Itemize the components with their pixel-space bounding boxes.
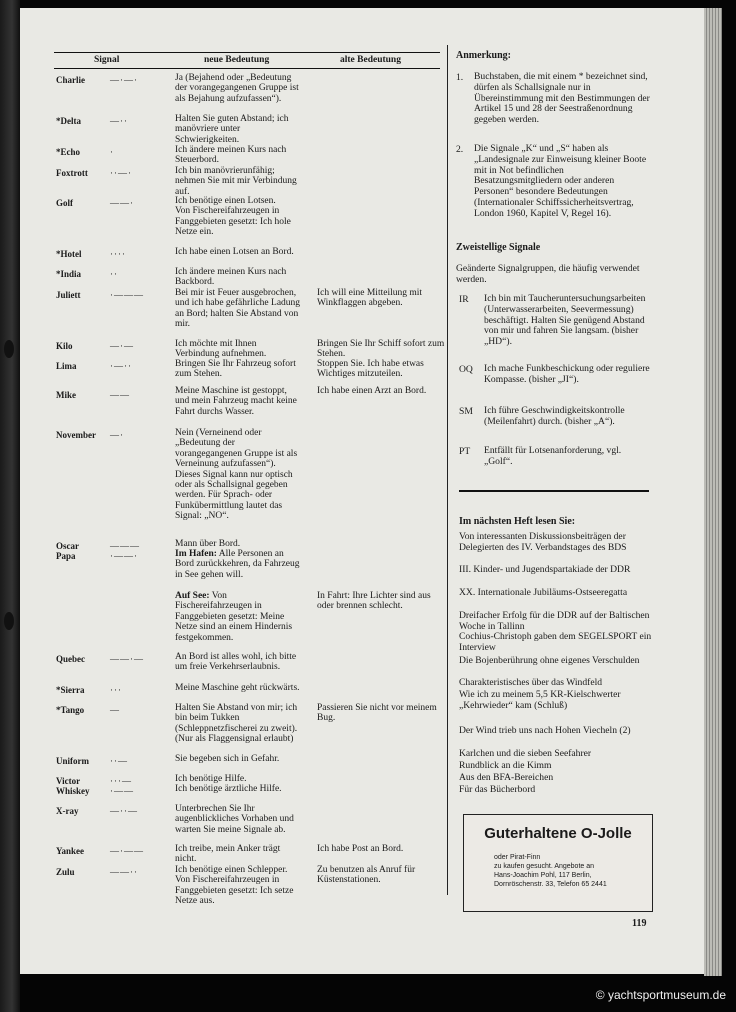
signal-name: Whiskey	[56, 786, 90, 796]
col-header-new: neue Bedeutung	[204, 55, 270, 65]
new-meaning: Sie begeben sich in Gefahr.	[175, 754, 280, 764]
page-number: 119	[632, 918, 647, 929]
section-divider	[459, 490, 649, 492]
new-meaning: Ich benötige einen Lotsen. Von Fischereifahrzeugen in Fanggebieten gesetzt: Ich hole Netze ein.	[175, 196, 291, 238]
new-meaning: Halten Sie guten Abstand; ich manövriere unter Schwierigkeiten.	[175, 114, 289, 145]
old-meaning: Zu benutzen als Anruf für Küstenstationen.	[317, 865, 416, 886]
signal-name: Victor	[56, 776, 81, 786]
list-item: Die Bojenberührung ohne eigenes Verschulden	[459, 655, 640, 666]
signal-code: SM	[459, 406, 473, 417]
signal-name: Mike	[56, 390, 76, 400]
morse-code: ··	[110, 269, 118, 279]
morse-code: ——·	[110, 198, 134, 208]
new-meaning: Halten Sie Abstand von mir; ich bin beim Tukken (Schleppnetzfischerei zu zweit). (Nur als Flaggensignal erlaubt)	[175, 703, 298, 745]
old-meaning: Ich will eine Mitteilung mit Winkflaggen abgeben.	[317, 288, 423, 309]
new-meaning: Ich benötige einen Schlepper. Von Fischereifahrzeugen in Fanggebieten gesetzt: Ich setze Netze aus.	[175, 865, 294, 907]
morse-code: ·———	[110, 290, 144, 300]
note-number: 1.	[456, 72, 464, 83]
morse-code: ····	[110, 249, 126, 259]
signal-code-text: Ich mache Funkbeschickung oder reguliere Kompasse. (bisher „JI“).	[484, 363, 650, 385]
page-edges	[704, 8, 722, 976]
new-meaning: Ich ändere meinen Kurs nach Steuerbord.	[175, 145, 287, 166]
morse-code: ···—	[110, 776, 132, 786]
morse-code: ——··	[110, 867, 138, 877]
signal-name: Uniform	[56, 756, 89, 766]
morse-code: —··—	[110, 806, 138, 816]
signal-code: IR	[459, 294, 469, 305]
list-item: Charakteristisches über das Windfeld	[459, 677, 603, 688]
new-meaning: Im Hafen: Alle Personen an Bord zurückkehren, da Fahrzeug in See gehen will.	[175, 549, 300, 580]
morse-code: —··	[110, 116, 128, 126]
signal-code-text: Ich bin mit Taucheruntersuchungsarbeiten (Unterwasserarbeiten, Seevermessung) beschäftigt. Halten Sie genügend Abstand von mir und fahren Sie langsam. (bisher „HD“).	[484, 293, 646, 348]
new-meaning: Mann über Bord.	[175, 539, 241, 549]
new-meaning: Ja (Bejahend oder „Bedeutung der vorangegangenen Gruppe ist als Bejahung aufzufassen“).	[175, 73, 299, 104]
new-meaning: Bringen Sie Ihr Fahrzeug sofort zum Stehen.	[175, 359, 296, 380]
morse-code: —·——	[110, 846, 144, 856]
morse-code: —·—·	[110, 75, 138, 85]
new-meaning: Meine Maschine ist gestoppt, und mein Fahrzeug macht keine Fahrt durchs Wasser.	[175, 386, 297, 417]
note-number: 2.	[456, 144, 464, 155]
signal-name: Juliett	[56, 290, 81, 300]
morse-code: ·——·	[110, 551, 138, 561]
signal-name: Lima	[56, 361, 77, 371]
new-meaning: Ich treibe, mein Anker trägt nicht.	[175, 844, 281, 865]
old-meaning: In Fahrt: Ihre Lichter sind aus oder brennen schlecht.	[317, 591, 431, 612]
signal-name: *Sierra	[56, 685, 85, 695]
morse-code: ———	[110, 541, 140, 551]
header-rule-bottom	[54, 68, 440, 69]
old-meaning: Ich habe einen Arzt an Bord.	[317, 386, 427, 396]
old-meaning: Ich habe Post an Bord.	[317, 844, 404, 854]
signal-name: Golf	[56, 198, 73, 208]
new-meaning-continued: Auf See: Von Fischereifahrzeugen in Fanggebieten gesetzt: Meine Netze sind an einem Hindernis festgekommen.	[175, 591, 293, 643]
list-item: Cochius-Christoph gaben dem SEGELSPORT ein Interview	[459, 631, 652, 653]
list-item: Dreifacher Erfolg für die DDR auf der Baltischen Woche in Tallinn	[459, 610, 650, 632]
signal-name: Oscar	[56, 541, 79, 551]
list-item: Für das Bücherbord	[459, 784, 536, 795]
signal-code: PT	[459, 446, 471, 457]
classified-ad	[463, 814, 653, 912]
signal-name: *Echo	[56, 147, 81, 157]
list-item: Karlchen und die sieben Seefahrer	[459, 748, 592, 759]
signal-code-text: Ich führe Geschwindigkeitskontrolle (Meilenfahrt) durch. (bisher „A“).	[484, 405, 625, 427]
morse-code: ——	[110, 390, 130, 400]
morse-code: ·——	[110, 786, 134, 796]
two-letter-intro: Geänderte Signalgruppen, die häufig verwendet werden.	[456, 263, 640, 285]
new-meaning: Unterbrechen Sie Ihr augenblickliches Vorhaben und warten Sie meine Signale ab.	[175, 804, 294, 835]
new-meaning: Bei mir ist Feuer ausgebrochen, und ich habe gefährliche Ladung an Bord; halten Sie Abstand von mir.	[175, 288, 301, 330]
list-item: Wie ich zu meinem 5,5 KR-Kielschwerter „Kehrwieder“ kam (Schluß)	[459, 689, 621, 711]
morse-code: ··—	[110, 756, 128, 766]
new-meaning: Ich bin manövrierunfähig; nehmen Sie mit mir Verbindung auf.	[175, 166, 297, 197]
signal-name: Papa	[56, 551, 76, 561]
list-item: Rundblick an die Kimm	[459, 760, 552, 771]
new-meaning: Ich habe einen Lotsen an Bord.	[175, 247, 294, 257]
new-meaning: Nein (Verneinend oder „Bedeutung der vorangegangenen Gruppe ist als Verneinung aufzufassen“). Dieses Signal kann nur optisch oder als Schallsignal gegeben werden. Für Sprach- oder Funkübermittlung lautet das Signal: „NO“.	[175, 428, 298, 522]
punch-hole	[4, 612, 14, 630]
list-item: Aus den BFA-Bereichen	[459, 772, 554, 783]
signal-name: Quebec	[56, 654, 85, 664]
ad-title: Guterhaltene O-Jolle	[484, 825, 632, 842]
header-rule-top	[54, 52, 440, 53]
watermark-credit: © yachtsportmuseum.de	[595, 988, 726, 1002]
signal-code-text: Entfällt für Lotsenanforderung, vgl. „Golf“.	[484, 445, 622, 467]
signal-name: *Hotel	[56, 249, 82, 259]
signal-code: OQ	[459, 364, 473, 375]
signal-name: *Tango	[56, 705, 85, 715]
book-binding	[0, 0, 20, 1012]
list-item: Von interessanten Diskussionsbeiträgen der Delegierten des IV. Verbandstages des BDS	[459, 531, 627, 553]
signal-name: Zulu	[56, 867, 75, 877]
new-meaning: Meine Maschine geht rückwärts.	[175, 683, 300, 693]
signal-name: Kilo	[56, 341, 73, 351]
punch-hole	[4, 340, 14, 358]
new-meaning: Ich benötige ärztliche Hilfe.	[175, 784, 282, 794]
old-meaning: Bringen Sie Ihr Schiff sofort zum Stehen.	[317, 339, 445, 360]
col-header-signal: Signal	[94, 55, 120, 65]
column-divider	[447, 45, 448, 895]
note-text: Buchstaben, die mit einem * bezeichnet sind, dürfen als Schallsignale nur in Übereinstimmung mit den Bestimmungen der Artikel 15 und 28 der Seestraßenordnung gegeben werden.	[474, 71, 650, 126]
morse-code: ·—··	[110, 361, 132, 371]
morse-code: ——·—	[110, 654, 144, 664]
new-meaning: Ich ändere meinen Kurs nach Backbord.	[175, 267, 287, 288]
morse-code: ·	[110, 147, 114, 157]
morse-code: —	[110, 705, 120, 715]
morse-code: ···	[110, 685, 122, 695]
signal-name: *Delta	[56, 116, 81, 126]
old-meaning: Passieren Sie nicht vor meinem Bug.	[317, 703, 437, 724]
next-issue-title: Im nächsten Heft lesen Sie:	[459, 516, 576, 527]
morse-code: —·—	[110, 341, 134, 351]
new-meaning: Ich möchte mit Ihnen Verbindung aufnehmen.	[175, 339, 267, 360]
signal-name: Foxtrott	[56, 168, 88, 178]
signal-name: *India	[56, 269, 82, 279]
list-item: III. Kinder- und Jugendspartakiade der DDR	[459, 564, 631, 575]
note-text: Die Signale „K“ und „S“ haben als „Landesignale zur Einweisung kleiner Boote mit in Not befindlichen Besatzungsmitgliedern oder anderen Personen“ besondere Bedeutungen (Internationaler Schiffssicherheitsvertrag, London 1960, Kapitel V, Regel 16).	[474, 143, 647, 219]
signal-name: X-ray	[56, 806, 79, 816]
new-meaning: An Bord ist alles wohl, ich bitte um freie Verkehrserlaubnis.	[175, 652, 297, 673]
two-letter-title: Zweistellige Signale	[456, 242, 541, 253]
notes-title: Anmerkung:	[456, 50, 512, 61]
list-item: Der Wind trieb uns nach Hohen Viecheln (2)	[459, 725, 631, 736]
list-item: XX. Internationale Jubiläums-Ostseeregatta	[459, 587, 628, 598]
old-meaning: Stoppen Sie. Ich habe etwas Wichtiges mitzuteilen.	[317, 359, 424, 380]
col-header-old: alte Bedeutung	[340, 55, 401, 65]
signal-name: November	[56, 430, 96, 440]
morse-code: —·	[110, 430, 124, 440]
new-meaning: Ich benötige Hilfe.	[175, 774, 247, 784]
ad-text: oder Pirat-Finn zu kaufen gesucht. Angebote an Hans-Joachim Pohl, 117 Berlin, Dornröschenstr. 33, Telefon 65 2441	[494, 854, 607, 888]
signal-name: Yankee	[56, 846, 85, 856]
morse-code: ··—·	[110, 168, 132, 178]
signal-name: Charlie	[56, 75, 85, 85]
